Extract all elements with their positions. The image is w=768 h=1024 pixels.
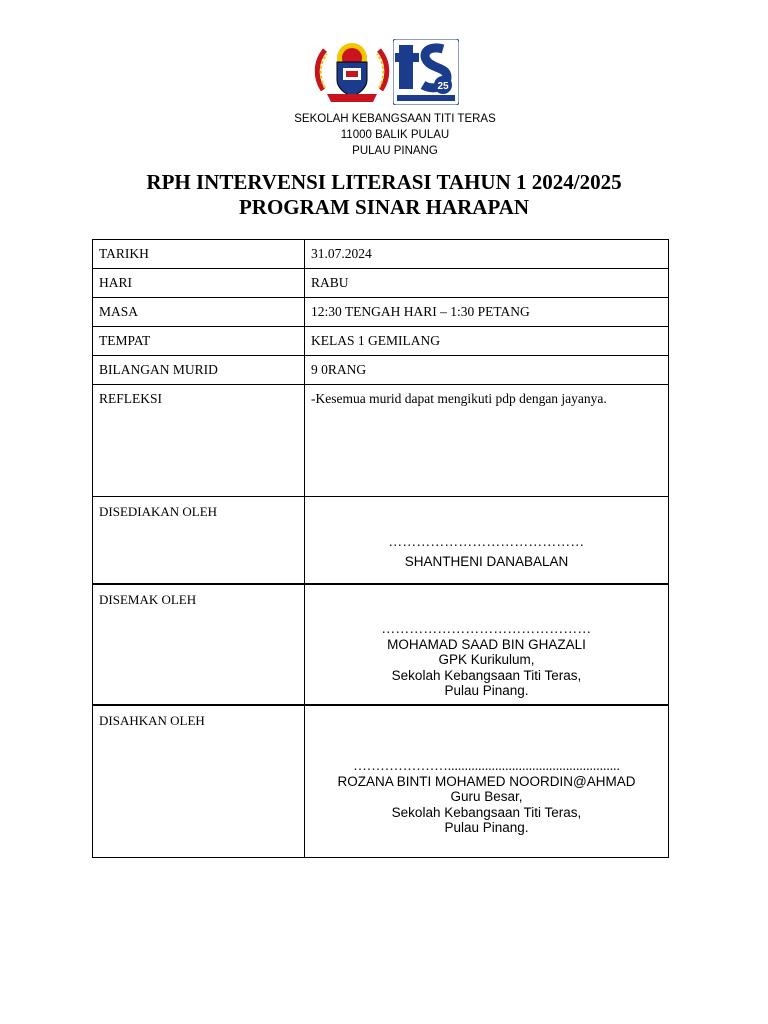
title-line-1: RPH INTERVENSI LITERASI TAHUN 1 2024/2025 — [146, 170, 622, 194]
signatory-school: Sekolah Kebangsaan Titi Teras, — [391, 667, 582, 683]
signature-block-approved — [305, 758, 668, 836]
row-refleksi — [93, 385, 669, 497]
row-bilangan-murid — [93, 356, 669, 385]
row-tarikh — [93, 240, 669, 269]
ts25-program-logo — [393, 39, 459, 105]
signature-label: DISAHKAN OLEH — [99, 713, 205, 728]
signature-label: DISEMAK OLEH — [99, 592, 197, 607]
school-address — [0, 111, 768, 159]
row-value: KELAS 1 GEMILANG — [305, 327, 669, 356]
signature-cell — [305, 705, 669, 858]
row-disediakan-oleh — [93, 497, 669, 585]
school-state: PULAU PINANG — [352, 145, 438, 157]
ts25-number: 25 — [437, 81, 449, 92]
row-label: REFLEKSI — [93, 385, 305, 497]
signatory-name: MOHAMAD SAAD BIN GHAZALI — [387, 636, 586, 652]
school-crest-logo — [313, 38, 391, 106]
signatory-state: Pulau Pinang. — [444, 683, 529, 698]
signature-block-prepared — [305, 534, 668, 569]
row-disahkan-oleh — [93, 705, 669, 858]
school-postcode-town: 11000 BALIK PULAU — [340, 129, 450, 141]
school-name: SEKOLAH KEBANGSAAN TITI TERAS — [294, 113, 496, 125]
signature-line: ……………………………………… — [381, 621, 592, 636]
row-disemak-oleh — [93, 584, 669, 705]
signatory-school: Sekolah Kebangsaan Titi Teras, — [391, 804, 582, 820]
row-value: -Kesemua murid dapat mengikuti pdp dengan jayanya. — [305, 385, 669, 497]
header-logos — [313, 38, 463, 108]
row-value: 9 0RANG — [305, 356, 669, 385]
signatory-position: Guru Besar, — [450, 789, 523, 804]
row-label: BILANGAN MURID — [93, 356, 305, 385]
row-hari — [93, 269, 669, 298]
signature-cell — [305, 584, 669, 705]
row-value: 12:30 TENGAH HARI – 1:30 PETANG — [305, 298, 669, 327]
signature-label: DISEDIAKAN OLEH — [99, 504, 218, 519]
row-tempat — [93, 327, 669, 356]
signature-block-checked — [305, 621, 668, 699]
signature-line: …………………………………… — [388, 534, 585, 549]
row-label: MASA — [93, 298, 305, 327]
rph-table — [92, 239, 669, 858]
signatory-position: GPK Kurikulum, — [438, 652, 535, 667]
row-label: HARI — [93, 269, 305, 298]
title-line-2: PROGRAM SINAR HARAPAN — [238, 195, 530, 219]
signature-cell — [305, 497, 669, 585]
signature-line: …………………................................................... — [353, 758, 620, 773]
signatory-state: Pulau Pinang. — [444, 820, 529, 835]
row-value: 31.07.2024 — [305, 240, 669, 269]
row-masa — [93, 298, 669, 327]
signatory-name: ROZANA BINTI MOHAMED NOORDIN@AHMAD — [337, 773, 636, 789]
row-value: RABU — [305, 269, 669, 298]
signatory-name: SHANTHENI DANABALAN — [404, 553, 569, 569]
document-title — [0, 170, 768, 220]
row-label: TEMPAT — [93, 327, 305, 356]
row-label: TARIKH — [93, 240, 305, 269]
